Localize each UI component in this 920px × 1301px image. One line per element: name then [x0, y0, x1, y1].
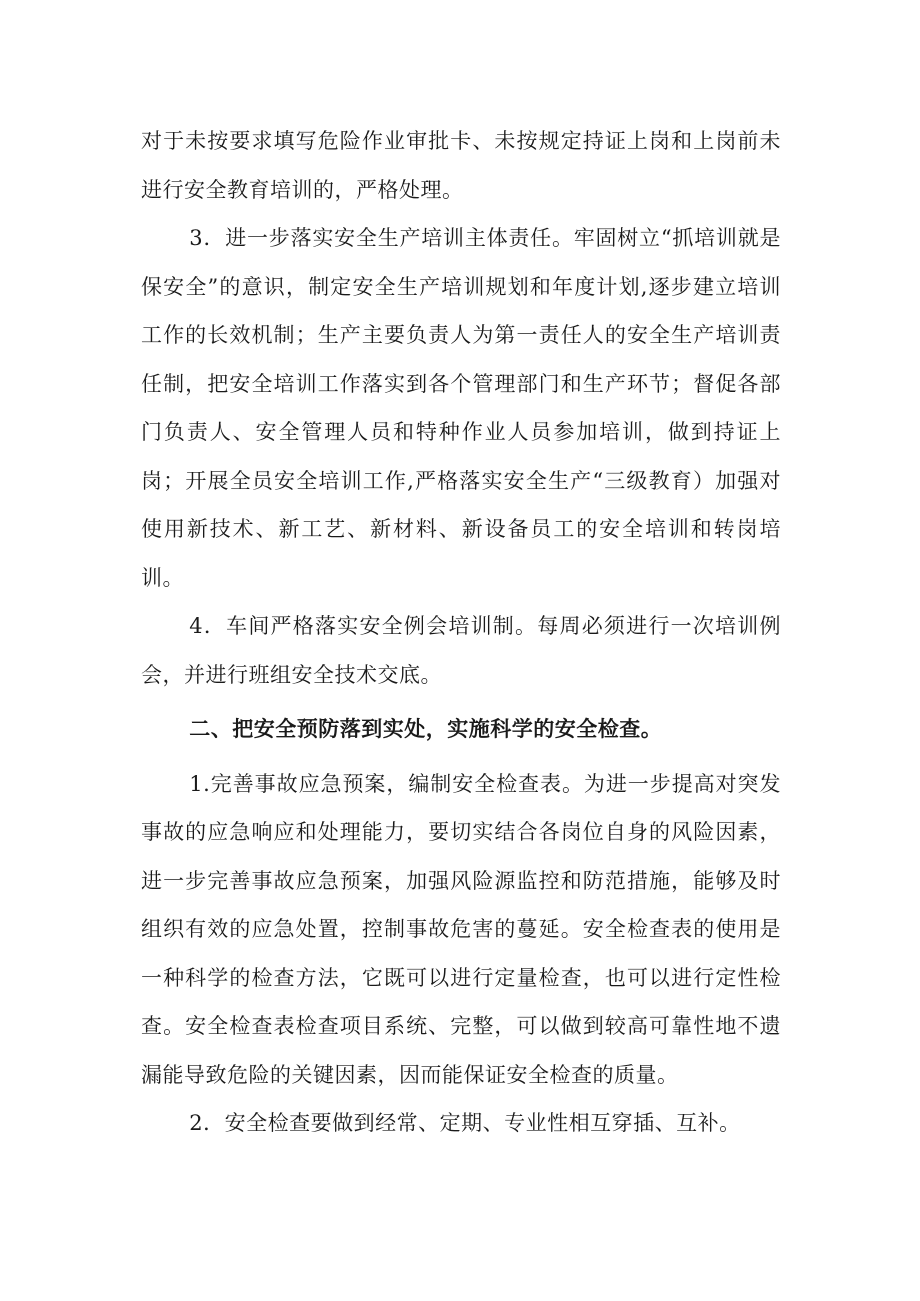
paragraph-continuation: 对于未按要求填写危险作业审批卡、未按规定持证上岗和上岗前未进行安全教育培训的，严格处理。 [141, 129, 781, 202]
paragraph-item-2: 2．安全检查要做到经常、定期、专业性相互穿插、互补。 [189, 1111, 741, 1135]
paragraph-item-4: 4．车间严格落实安全例会培训制。每周必须进行一次培训例会，并进行班组安全技术交底。 [141, 614, 781, 687]
paragraph-item-3: 3．进一步落实安全生产培训主体责任。牢固树立“抓培训就是保安全”的意识，制定安全生产培训规划和年度计划,逐步建立培训工作的长效机制；生产主要负责人为第一责任人的安全生产培训责任制，把安全培训工作落实到各个管理部门和生产环节；督促各部门负责人、安全管理人员和特种作业人员参加培训，做到持证上岗；开展全员安全培训工作,严格落实安全生产“三级教育）加强对使用新技术、新工艺、新材料、新设备员工的安全培训和转岗培训。 [141, 226, 781, 590]
paragraph-item-1: 1.完善事故应急预案，编制安全检查表。为进一步提高对突发事故的应急响应和处理能力，要切实结合各岗位自身的风险因素，进一步完善事故应急预案，加强风险源监控和防范措施，能够及时组织有效的应急处置，控制事故危害的蔓延。安全检查表的使用是一种科学的检查方法，它既可以进行定量检查，也可以进行定性检查。安全检查表检查项目系统、完整，可以做到较高可靠性地不遗漏能导致危险的关键因素，因而能保证安全检查的质量。 [141, 771, 781, 1087]
section-heading-2: 二、把安全预防落到实处，实施科学的安全检查。 [189, 717, 663, 741]
document-body [141, 117, 781, 1148]
